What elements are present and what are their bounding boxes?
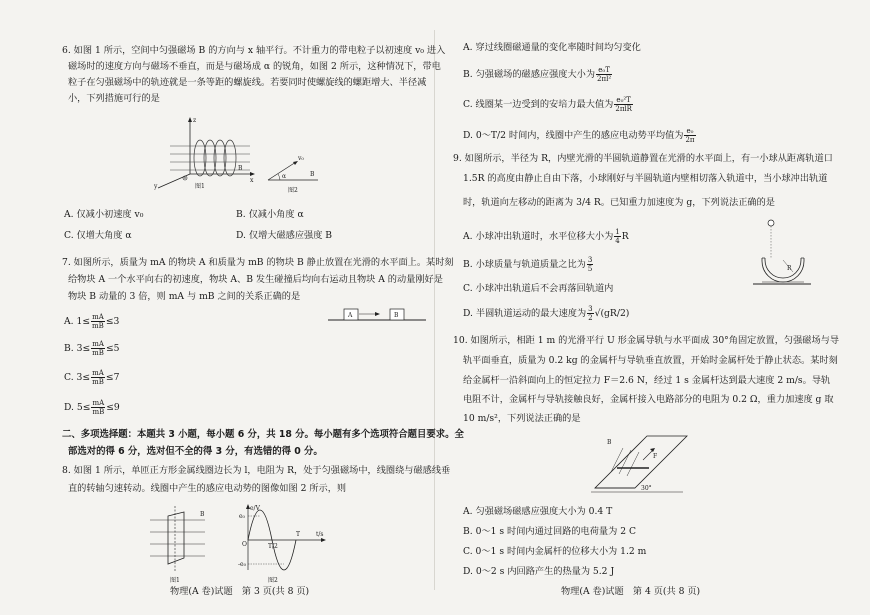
fig-label-b: B	[200, 511, 205, 518]
opt-num: e₀²T	[614, 96, 633, 105]
q10-line: 电阻不计，金属杆与导轨接触良好，金属杆接入电路部分的电阻为 0.2 Ω，重力加速度 g 取	[463, 394, 834, 405]
fig1-caption: 图1	[170, 577, 180, 584]
opt-text: D. 半圆轨道运动的最大速度为	[463, 308, 587, 319]
q6-line: 6. 如图 1 所示，空间中匀强磁场 B 的方向与 x 轴平行。不计重力的带电粒子以初速度 v₀ 进入	[62, 45, 446, 56]
opt-den: 2πl²	[597, 75, 612, 83]
svg-text:α: α	[282, 173, 287, 180]
fig-label-f: F	[653, 453, 658, 460]
opt-post: ≤5	[105, 343, 120, 354]
q9-line: 时，轨道向左移动的距离为 3/4 R。已知重力加速度为 g，下列说法正确的是	[463, 197, 775, 208]
fig-label-angle: 30°	[641, 485, 652, 492]
q7-line: 7. 如图所示，质量为 mA 的物块 A 和质量为 mB 的物块 B 静止放置在光滑的水平面上。某时刻	[62, 257, 454, 268]
opt-den: 4	[615, 237, 620, 245]
q9-line: 9. 如图所示，半径为 R，内壁光滑的半圆轨道静置在光滑的水平面上，有一小球从距离轨道口	[453, 153, 833, 164]
q6-figure-2	[268, 150, 328, 194]
opt-pre: C. 3≤	[64, 372, 91, 383]
q9-figure	[753, 218, 813, 288]
page-footer-left: 物理(A 卷)试题 第 3 页(共 8 页)	[170, 586, 310, 597]
q8-option-c[interactable]	[463, 96, 634, 113]
opt-text: C. 线圈某一边受到的安培力最大值为	[463, 99, 614, 110]
opt-post: ≤9	[106, 402, 120, 413]
q8-line: 直的转轴匀速转动。线圈中产生的感应电动势的图像如图 2 所示，则	[68, 483, 347, 494]
opt-text: C. 小球冲出轨道后不会再落回轨道内	[463, 283, 614, 294]
q6-option-a[interactable]: A. 仅减小初速度 v₀	[64, 209, 144, 220]
e0-label: e₀	[239, 513, 245, 520]
opt-den: 2πlR	[615, 105, 632, 113]
q9-option-c[interactable]	[463, 283, 613, 295]
q6-line: 粒子在匀强磁场中的轨迹就是一条等距的螺旋线。若要同时使螺旋线的螺距增大、半径减	[68, 77, 427, 88]
q8-line: 8. 如图 1 所示，单匝正方形金属线圈边长为 l，电阻为 R，处于匀强磁场中，线圈绕与磁感线垂	[62, 465, 451, 476]
q10-line: 10 m/s²，下列说法正确的是	[463, 413, 581, 424]
section-2-line: 部选对的得 6 分，选对但不全的得 3 分，有选错的得 0 分。	[68, 446, 323, 457]
q9-option-a[interactable]	[463, 228, 629, 245]
t-label: T	[296, 531, 301, 538]
q10-line: 给金属杆一沿斜面向上的恒定拉力 F＝2.6 N，经过 1 s 金属杆达到最大速度 2 m/s。导轨	[463, 375, 831, 386]
q10-figure	[587, 432, 697, 502]
q8-option-d[interactable]	[463, 127, 697, 144]
opt-post: ≤3	[105, 316, 120, 327]
q8-figure-1	[150, 506, 210, 584]
q6-option-d[interactable]: D. 仅增大磁感应强度 B	[236, 230, 333, 241]
page-footer-right: 物理(A 卷)试题 第 4 页(共 8 页)	[561, 586, 701, 597]
q8-option-b[interactable]	[463, 66, 613, 83]
opt-pre: D. 5≤	[64, 402, 91, 413]
q9-option-d[interactable]	[463, 305, 629, 322]
q6-line: 小，下列措施可行的是	[68, 93, 160, 104]
opt-den: 2	[588, 314, 593, 322]
opt-den: 2π	[685, 136, 695, 144]
q10-option-b[interactable]: B. 0～1 s 时间内通过回路的电荷量为 2 C	[463, 526, 636, 537]
svg-text:z: z	[193, 117, 197, 124]
right-page	[435, 0, 870, 615]
q7-option-a[interactable]	[64, 313, 119, 330]
opt-pre: A. 1≤	[64, 316, 91, 327]
q6-figure-1	[150, 112, 260, 192]
svg-text:x: x	[250, 177, 254, 184]
opt-text: D. 0～T/2 时间内，线圈中产生的感应电动势平均值为	[463, 130, 684, 141]
opt-text: B. 匀强磁场的磁感应强度大小为	[463, 69, 596, 80]
neg-e0-label: -e₀	[238, 561, 246, 568]
opt-post: R	[621, 231, 629, 242]
origin-label: O	[242, 541, 247, 548]
q7-option-d[interactable]	[64, 399, 120, 416]
q7-option-c[interactable]	[64, 369, 119, 386]
block-a-label: A	[348, 312, 353, 319]
q10-option-a[interactable]: A. 匀强磁场磁感应强度大小为 0.4 T	[463, 506, 613, 517]
opt-pre: B. 3≤	[64, 343, 91, 354]
opt-num: e₀T	[596, 66, 612, 75]
svg-text:v₀: v₀	[298, 155, 304, 162]
fig2-caption: 图2	[268, 577, 278, 584]
axis-e-label: e/V	[250, 505, 260, 512]
fig2-caption: 图2	[288, 187, 298, 194]
opt-den: mB	[92, 378, 104, 386]
svg-text:y: y	[154, 183, 158, 190]
opt-num: e₀	[684, 127, 695, 136]
fig-label-b: B	[607, 439, 612, 446]
opt-num: 3	[588, 305, 593, 313]
section-2-line: 二、多项选择题：本题共 3 小题，每小题 6 分，共 18 分。每小题有多个选项符合题目要求。全	[62, 429, 464, 440]
opt-den: mB	[92, 349, 104, 357]
fig-label-r: R	[787, 265, 792, 272]
block-b-label: B	[394, 312, 399, 319]
opt-text: B. 小球质量与轨道质量之比为	[463, 259, 586, 270]
opt-den: 5	[587, 265, 593, 273]
opt-post: √(gR/2)	[594, 308, 630, 319]
opt-num: mA	[92, 340, 104, 348]
opt-num: 3	[587, 256, 593, 264]
axis-t-label: t/s	[316, 531, 324, 538]
opt-num: mA	[92, 369, 104, 377]
q6-option-c[interactable]: C. 仅增大角度 α	[64, 230, 132, 241]
opt-num: 1	[615, 228, 620, 236]
fig-label-b: B	[238, 165, 243, 172]
q7-line: 物块 B 动量的 3 倍，则 mA 与 mB 之间的关系正确的是	[68, 291, 301, 302]
half-t-label: T/2	[268, 543, 278, 550]
opt-den: mB	[92, 322, 104, 330]
q6-line: 磁场时的速度方向与磁场不垂直，而是与磁场成 α 的锐角，如图 2 所示，这种情况下，带电	[68, 61, 441, 72]
opt-num: mA	[92, 313, 104, 321]
q6-option-b[interactable]: B. 仅减小角度 α	[236, 209, 304, 220]
q10-line: 10. 如图所示，相距 1 m 的光滑平行 U 形金属导轨与水平面成 30°角固定放置，匀强磁场与导	[453, 335, 840, 346]
q7-figure	[328, 306, 428, 326]
q8-figure-2	[238, 504, 328, 584]
svg-text:B: B	[310, 171, 315, 178]
opt-num: mA	[92, 399, 105, 407]
q9-option-b[interactable]	[463, 256, 594, 273]
fig1-caption: 图1	[195, 183, 205, 190]
q7-line: 给物块 A 一个水平向右的初速度，物块 A、B 发生碰撞后均向右运动且物块 A 的动量刚好是	[68, 274, 443, 285]
opt-den: mB	[92, 408, 105, 416]
q10-line: 轨平面垂直，质量为 0.2 kg 的金属杆与导轨垂直放置，开始时金属杆处于静止状态。某时刻	[463, 355, 838, 366]
q8-option-a[interactable]	[463, 42, 641, 54]
opt-post: ≤7	[105, 372, 120, 383]
q10-option-d[interactable]: D. 0～2 s 内回路产生的热量为 5.2 J	[463, 566, 615, 577]
opt-text: A. 穿过线圈磁通量的变化率随时间均匀变化	[463, 42, 641, 53]
q9-line: 1.5R 的高度由静止自由下落，小球刚好与半圆轨道内壁相切落入轨道中，当小球冲出轨道	[463, 173, 828, 184]
q10-option-c[interactable]: C. 0～1 s 时间内金属杆的位移大小为 1.2 m	[463, 546, 647, 557]
q7-option-b[interactable]	[64, 340, 119, 357]
opt-text: A. 小球冲出轨道时，水平位移大小为	[463, 231, 614, 242]
